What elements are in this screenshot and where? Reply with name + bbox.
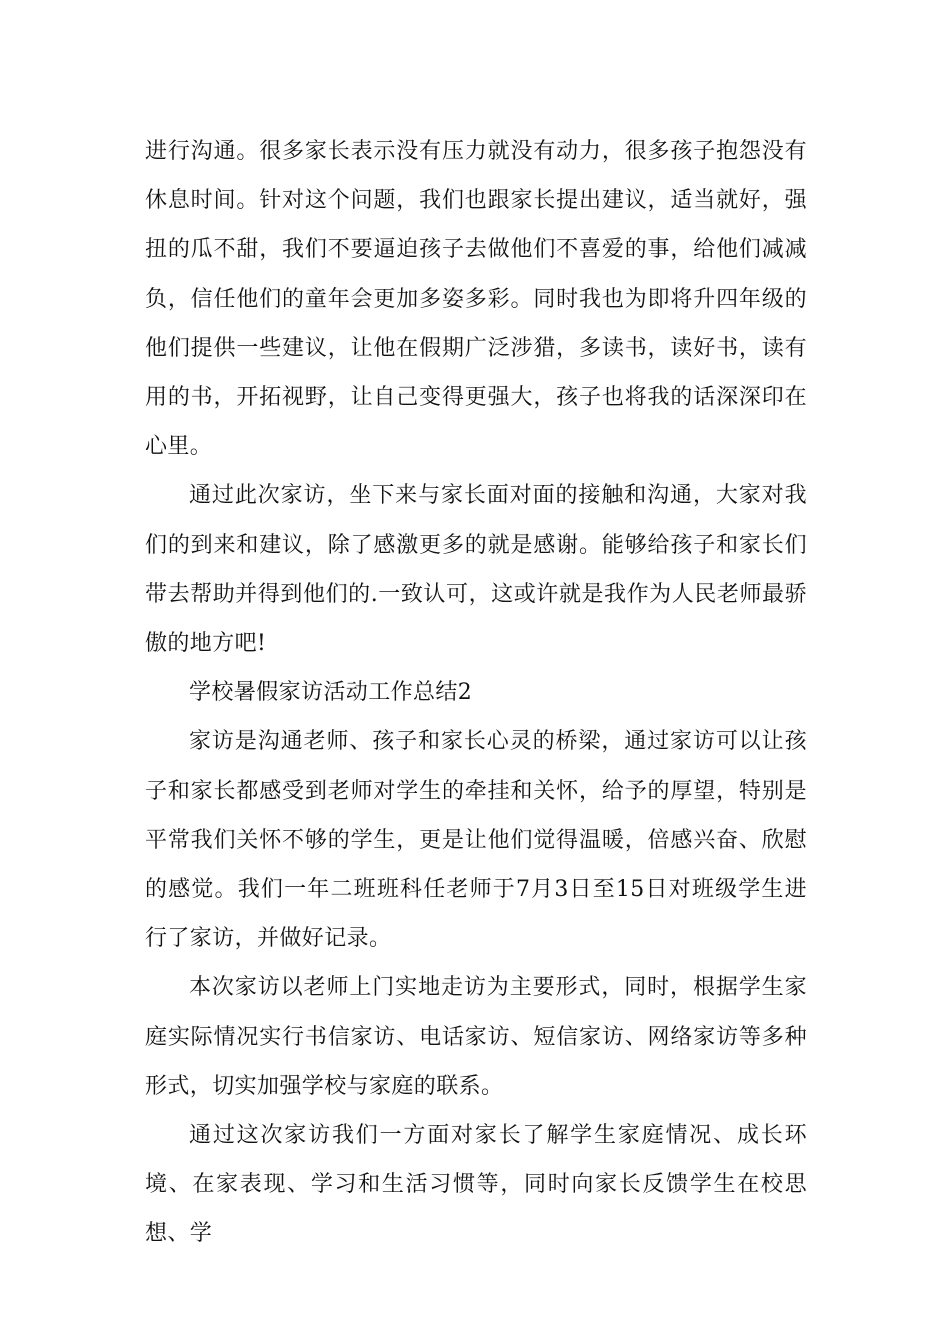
- paragraph-continuation: 进行沟通。很多家长表示没有压力就没有动力，很多孩子抱怨没有休息时间。针对这个问题，我们也跟家长提出建议，适当就好，强扭的瓜不甜，我们不要逼迫孩子去做他们不喜爱的事，给他们减减负，信任他们的童年会更加多姿多彩。同时我也为即将升四年级的他们提供一些建议，让他在假期广泛涉猎，多读书，读好书，读有用的书，开拓视野，让自己变得更强大，孩子也将我的话深深印在心里。: [145, 139, 807, 460]
- paragraph-visit-format: 本次家访以老师上门实地走访为主要形式，同时，根据学生家庭实际情况实行书信家访、电话家访、短信家访、网络家访等多种形式，切实加强学校与家庭的联系。: [145, 975, 807, 1099]
- section-title: 学校暑假家访活动工作总结2: [189, 680, 473, 706]
- paragraph-home-visit-reflection: 通过此次家访，坐下来与家长面对面的接触和沟通，大家对我们的到来和建议，除了感激更多的就是感谢。能够给孩子和家长们带去帮助并得到他们的.一致认可，这或许就是我作为人民老师最骄傲的地方吧!: [145, 483, 807, 657]
- paragraph-home-visit-bridge: 家访是沟通老师、孩子和家长心灵的桥梁，通过家访可以让孩子和家长都感受到老师对学生的牵挂和关怀，给予的厚望，特别是平常我们关怀不够的学生，更是让他们觉得温暖，倍感兴奋、欣慰的感觉。我们一年二班班科任老师于7月3日至15日对班级学生进行了家访，并做好记录。: [145, 729, 807, 952]
- paragraph-visit-outcomes: 通过这次家访我们一方面对家长了解学生家庭情况、成长环境、在家表现、学习和生活习惯等，同时向家长反馈学生在校思想、学: [145, 1123, 807, 1247]
- document-body: [145, 127, 807, 1259]
